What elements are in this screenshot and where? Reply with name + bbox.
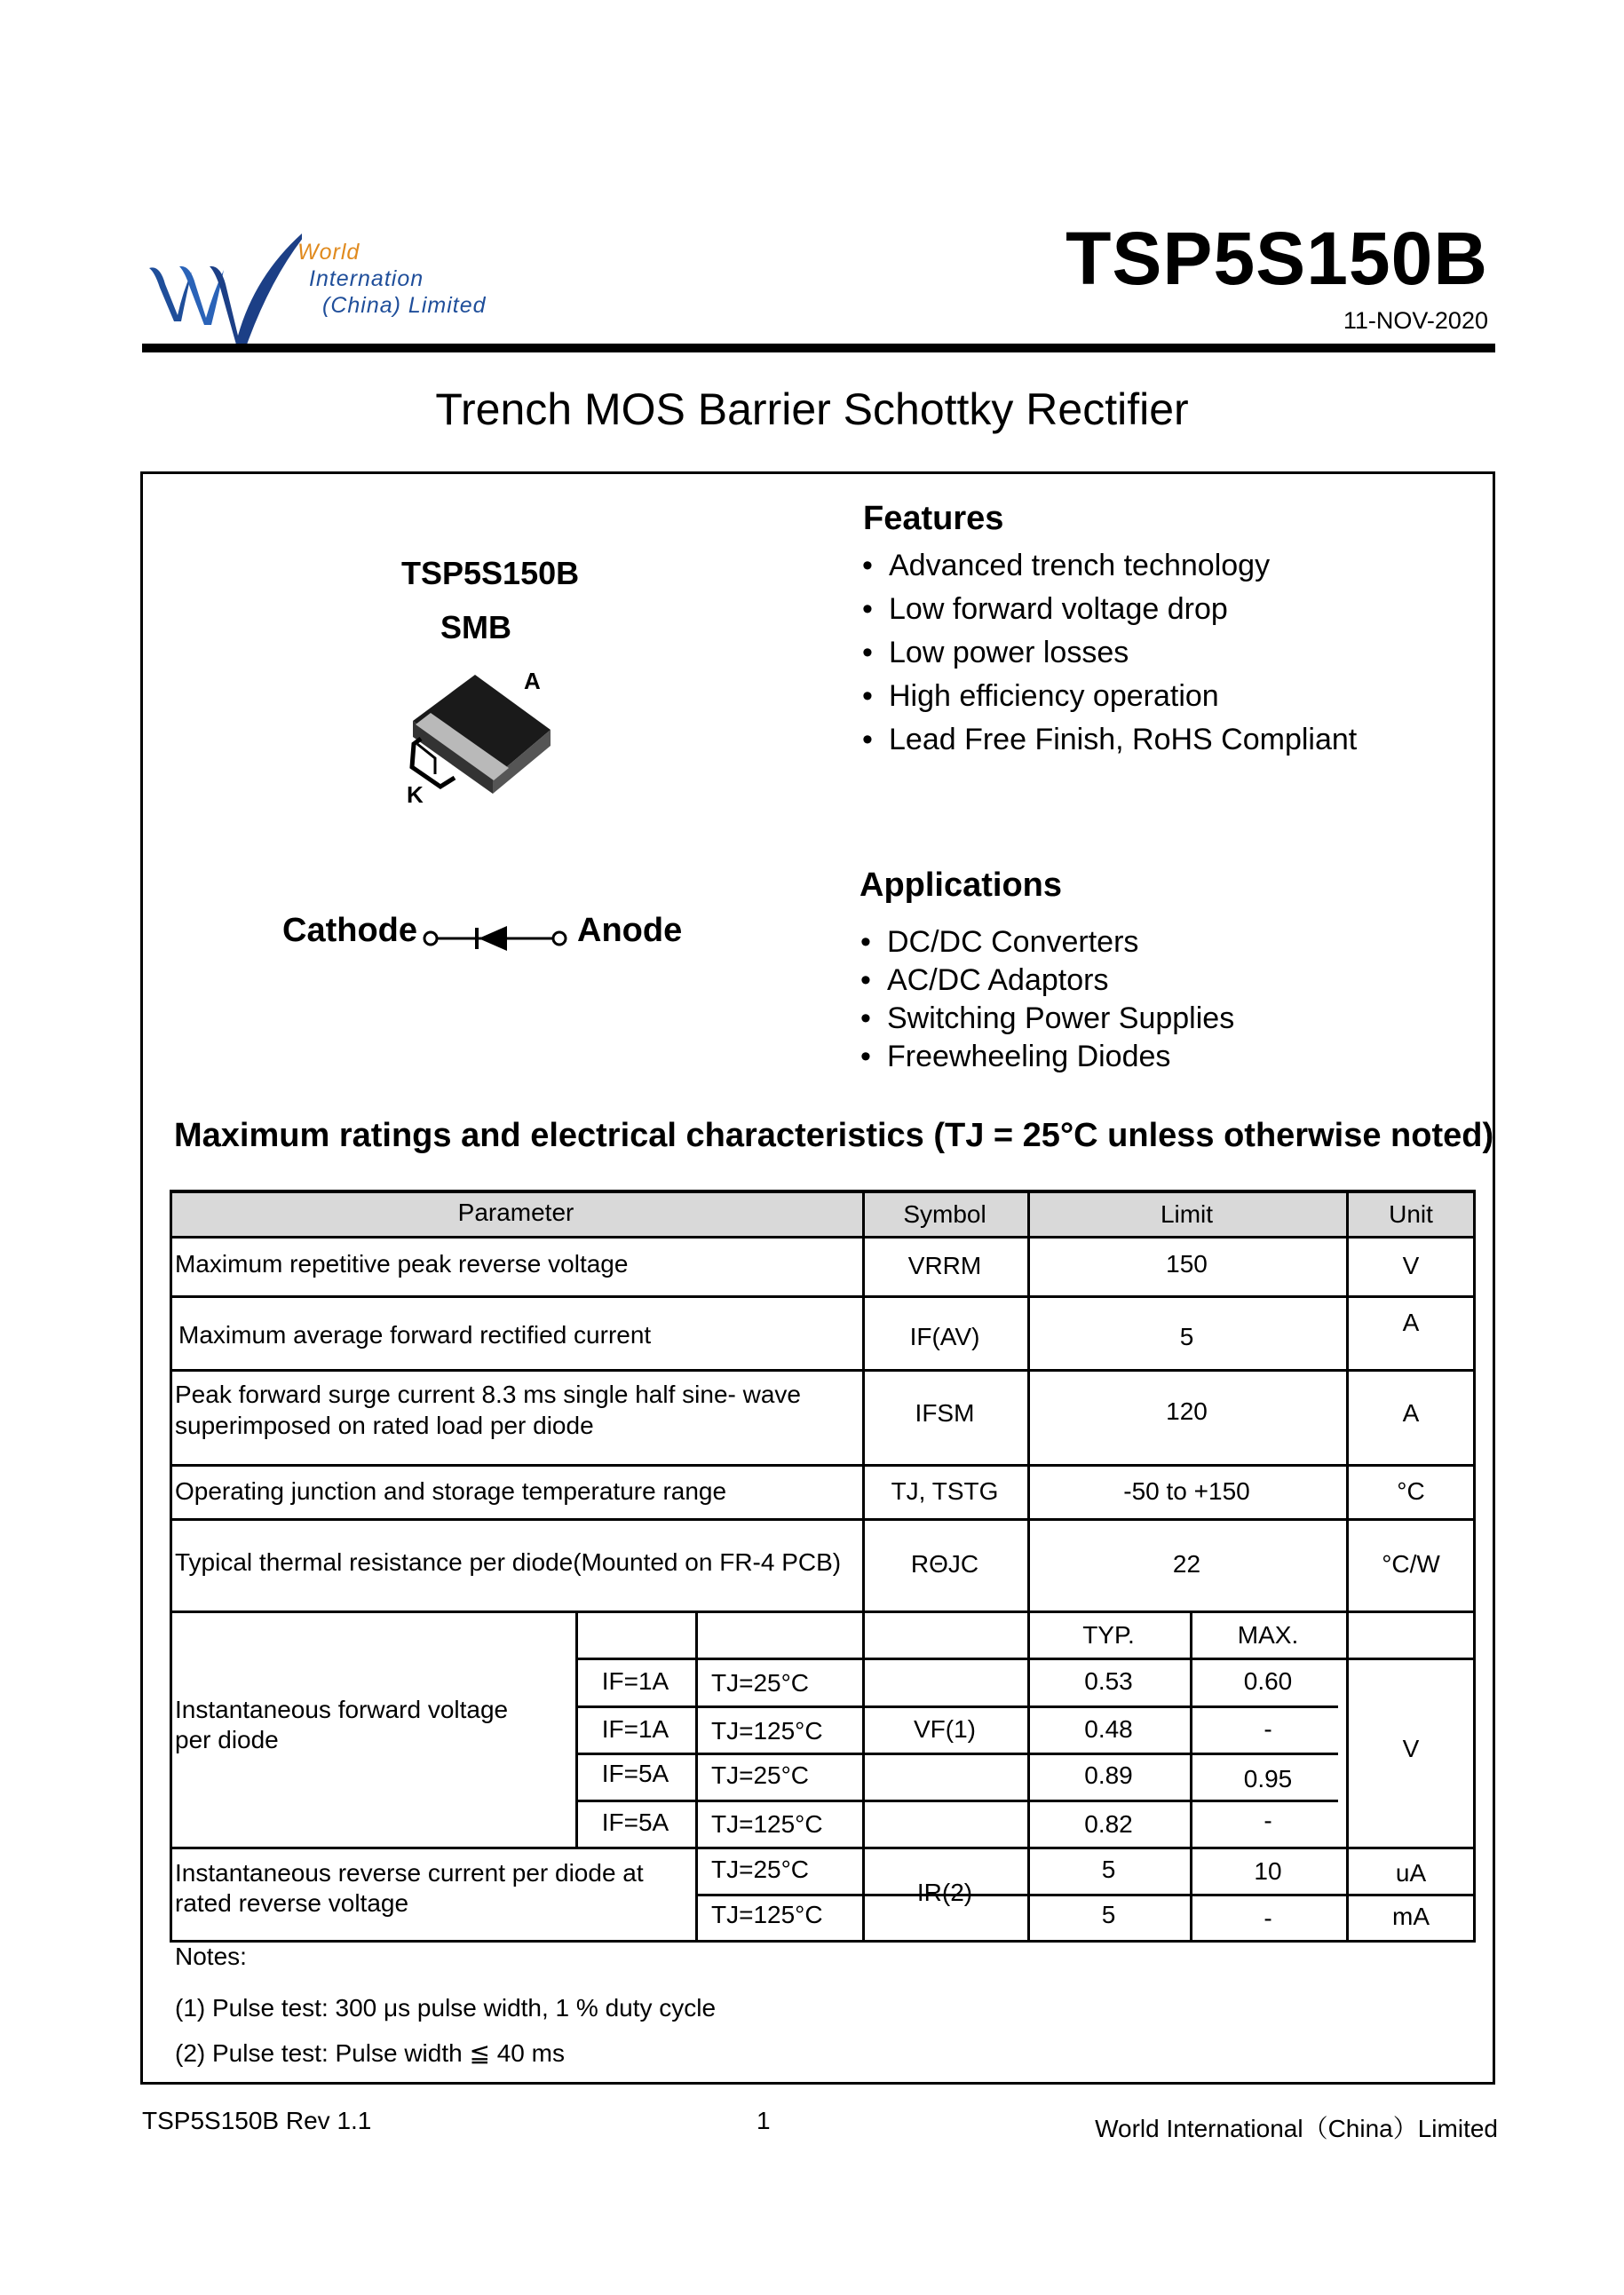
vf-tj: TJ=25°C: [711, 1669, 810, 1697]
features-list: [862, 549, 1357, 766]
diode-symbol: [422, 919, 568, 958]
ir-tj: TJ=125°C: [711, 1901, 823, 1928]
col-header-parameter: Parameter: [457, 1199, 574, 1226]
vf-tj: TJ=125°C: [711, 1810, 823, 1838]
footer-doc-rev: TSP5S150B Rev 1.1: [142, 2107, 372, 2134]
vf-max: -: [1264, 1807, 1272, 1834]
table-row-param: Operating junction and storage temperature range: [175, 1477, 727, 1505]
vf-max: 0.60: [1243, 1667, 1293, 1695]
table-row-param: Maximum repetitive peak reverse voltage: [175, 1250, 629, 1278]
package-type: SMB: [440, 609, 511, 645]
table-row-unit: °C/W: [1382, 1550, 1440, 1578]
feature-item: • Low forward voltage drop: [862, 592, 1357, 636]
vf-param: per diode: [175, 1726, 279, 1753]
document-date: 11-NOV-2020: [1343, 307, 1488, 334]
features-heading: Features: [863, 500, 1004, 537]
note-1: (1) Pulse test: 300 μs pulse width, 1 % duty cycle: [175, 1994, 717, 2022]
table-row-param: Peak forward surge current 8.3 ms single half sine- wave: [175, 1381, 801, 1408]
feature-item: • High efficiency operation: [862, 679, 1357, 723]
vf-max: -: [1264, 1715, 1272, 1743]
application-item: • DC/DC Converters: [860, 925, 1234, 963]
footer-company: World International（China）Limited: [1095, 2115, 1498, 2142]
vf-tj: TJ=25°C: [711, 1761, 810, 1789]
vf-symbol: VF(1): [914, 1715, 976, 1743]
vf-typ: 0.53: [1084, 1667, 1133, 1695]
page-title: Trench MOS Barrier Schottky Rectifier: [435, 384, 1189, 434]
application-item: • AC/DC Adaptors: [860, 963, 1234, 1001]
part-number-title: TSP5S150B: [1066, 217, 1488, 300]
table-row-symbol: IF(AV): [909, 1323, 980, 1350]
vf-if: IF=1A: [601, 1715, 669, 1743]
logo-mark: [142, 213, 302, 346]
vf-if: IF=5A: [601, 1760, 669, 1787]
ir-unit: uA: [1395, 1859, 1427, 1887]
ir-max: 10: [1254, 1857, 1282, 1885]
ir-tj: TJ=25°C: [711, 1856, 810, 1883]
cathode-label: Cathode: [282, 912, 417, 949]
table-row-limit: 22: [1172, 1550, 1201, 1578]
table-row-unit: A: [1402, 1399, 1420, 1427]
cathode-pin-label: K: [407, 781, 424, 808]
table-row-unit: °C: [1397, 1477, 1425, 1505]
table-row-symbol: VRRM: [907, 1252, 982, 1279]
vf-typ: 0.89: [1084, 1761, 1133, 1789]
vf-max: 0.95: [1243, 1765, 1293, 1792]
vf-if: IF=5A: [601, 1808, 669, 1836]
ir-typ: 5: [1101, 1901, 1116, 1928]
vf-max-header: MAX.: [1237, 1621, 1299, 1649]
table-row-limit: -50 to +150: [1123, 1477, 1250, 1505]
application-item: • Freewheeling Diodes: [860, 1040, 1234, 1078]
col-header-unit: Unit: [1389, 1200, 1433, 1228]
header-divider: [142, 344, 1495, 352]
table-row-symbol: RΘJC: [910, 1550, 979, 1578]
logo-text-china-limited: (China) Limited: [322, 293, 487, 318]
table-row-param: Maximum average forward rectified current: [178, 1321, 652, 1349]
vf-tj: TJ=125°C: [711, 1717, 823, 1745]
table-row-limit: 5: [1179, 1323, 1194, 1350]
feature-item: • Low power losses: [862, 636, 1357, 679]
ratings-heading: Maximum ratings and electrical characteristics (TJ = 25°C unless otherwise noted): [174, 1117, 1494, 1154]
table-row-param: Typical thermal resistance per diode(Mounted on FR-4 PCB): [175, 1548, 842, 1576]
vf-if: IF=1A: [601, 1667, 669, 1695]
vf-param: Instantaneous forward voltage: [175, 1696, 509, 1723]
applications-list: [860, 925, 1234, 1078]
anode-pin-label: A: [524, 668, 541, 694]
table-row-limit: 120: [1166, 1397, 1208, 1425]
table-row-param: superimposed on rated load per diode: [175, 1412, 594, 1439]
ir-typ: 5: [1101, 1856, 1116, 1883]
table-row-symbol: IFSM: [915, 1399, 975, 1427]
ratings-table: [170, 1190, 1476, 1943]
table-row-unit: V: [1402, 1252, 1420, 1279]
logo-text-world: World: [297, 240, 360, 265]
col-header-limit: Limit: [1160, 1200, 1214, 1228]
ir-param: rated reverse voltage: [175, 1889, 409, 1917]
footer-page-number: 1: [757, 2107, 771, 2134]
vf-typ: 0.48: [1084, 1715, 1133, 1743]
ir-param: Instantaneous reverse current per diode at: [175, 1859, 644, 1887]
notes-heading: Notes:: [175, 1943, 247, 1970]
vf-typ: 0.82: [1084, 1810, 1133, 1838]
vf-unit: V: [1402, 1735, 1420, 1762]
col-header-symbol: Symbol: [903, 1200, 986, 1228]
ir-symbol: IR(2): [916, 1879, 973, 1906]
ir-max: -: [1264, 1904, 1272, 1932]
package-part-number: TSP5S150B: [401, 555, 580, 591]
logo-text-internation: Internation: [309, 266, 424, 291]
feature-item: • Advanced trench technology: [862, 549, 1357, 592]
applications-heading: Applications: [860, 867, 1063, 904]
smb-package-drawing: [391, 668, 595, 814]
vf-typ-header: TYP.: [1082, 1621, 1135, 1649]
table-row-symbol: TJ, TSTG: [891, 1477, 999, 1505]
company-logo: [142, 213, 497, 346]
anode-label: Anode: [577, 912, 683, 949]
table-row-unit: A: [1402, 1309, 1420, 1336]
feature-item: • Lead Free Finish, RoHS Compliant: [862, 723, 1357, 766]
table-row-limit: 150: [1166, 1250, 1208, 1278]
note-2: (2) Pulse test: Pulse width ≦ 40 ms: [175, 2039, 565, 2067]
ir-unit: mA: [1392, 1903, 1430, 1930]
application-item: • Switching Power Supplies: [860, 1001, 1234, 1040]
